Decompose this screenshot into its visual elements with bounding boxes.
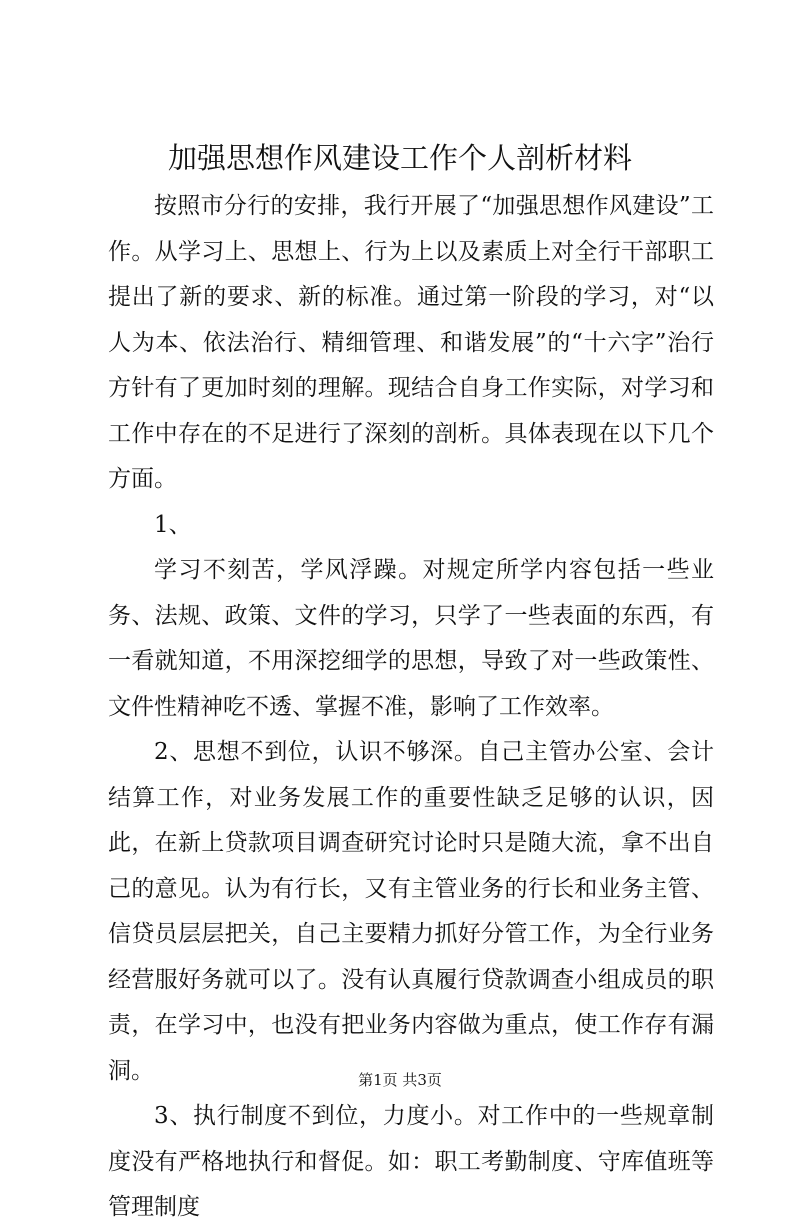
paragraph-item-1: 学习不刻苦，学风浮躁。对规定所学内容包括一些业务、法规、政策、文件的学习，只学了一些表面的东西，有一看就知道，不用深挖细学的思想，导致了对一些政策性、文件性精神吃不透、掌握不准，影响了工作效率。 (108, 557, 714, 720)
paragraph-item-2: 2、思想不到位，认识不够深。自己主管办公室、会计结算工作，对业务发展工作的重要性缺乏足够的认识，因此，在新上贷款项目调查研究讨论时只是随大流，拿不出自己的意见。认为有行长，又有主管业务的行长和业务主管、信贷员层层把关，自己主要精力抓好分管工作，为全行业务经营服好务就可以了。没有认真履行贷款调查小组成员的职责，在学习中，也没有把业务内容做为重点，使工作存有漏洞。 (108, 739, 714, 1084)
page-number-label: 第1页 共3页 (358, 1071, 442, 1089)
document-title: 加强思想作风建设工作个人剖析材料 (167, 141, 632, 175)
paragraph-intro: 按照市分行的安排，我行开展了“加强思想作风建设”工作。从学习上、思想上、行为上以及素质上对全行干部职工提出了新的要求、新的标准。通过第一阶段的学习，对“以人为本、依法治行、精细管理、和谐发展”的“十六字”治行方针有了更加时刻的理解。现结合自身工作实际，对学习和工作中存在的不足进行了深刻的剖析。具体表现在以下几个方面。 (108, 193, 714, 492)
paragraph-item-1-number: 1、 (154, 511, 192, 538)
paragraph-item-3: 3、执行制度不到位，力度小。对工作中的一些规章制度没有严格地执行和督促。如：职工考勤制度、守库值班等管理制度 (108, 1103, 714, 1220)
page-footer (0, 1068, 800, 1092)
